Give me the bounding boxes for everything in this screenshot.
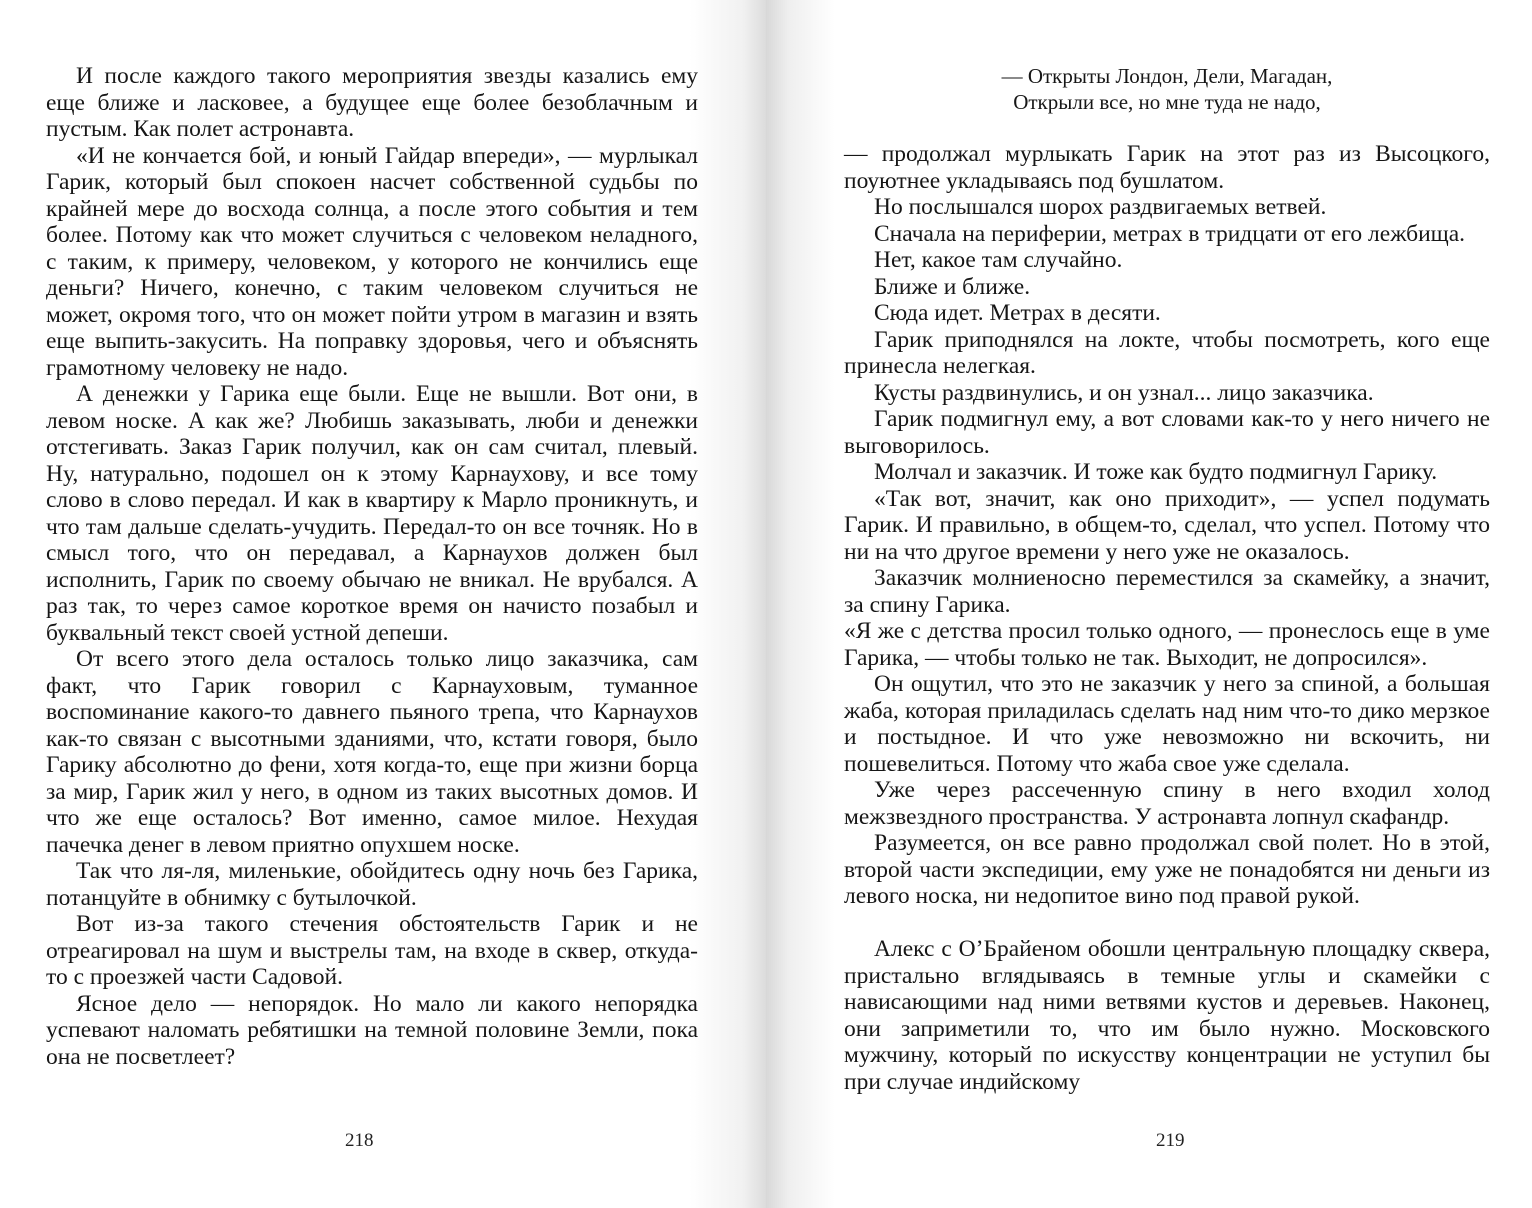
page-number-right: 219 [1156, 1130, 1185, 1151]
left-paragraph-3: А денежки у Гарика еще были. Еще не вышли. Вот они, в левом носке. А как же? Любишь заказывать, люби и денежки отстегивать. Заказ Гарик получил, как он сам считал, плевый. Ну, натурально, подошел он к этому Карнаухову, и все тому слово в слово передал. И как в квартиру к Марло проникнуть, и что там дальше сделать-учудить. Передал-то он все точняк. Но в смысл того, что он передавал, а Карнаухов должен был исполнить, Гарик по своему обычаю не вникал. Не врубался. А раз так, то через самое короткое время он начисто позабыл и буквальный текст своей устной депеши. [46, 381, 698, 646]
right-paragraph-9: Гарик подмигнул ему, а вот словами как-то у него ничего не выговорилось. [844, 406, 1490, 459]
right-paragraph-1: — продолжал мурлыкать Гарик на этот раз из Высоцкого, поуютнее укладываясь под бушлатом. [844, 141, 1490, 194]
right-paragraph-12: Заказчик молниеносно переместился за скамейку, а значит, за спину Гарика. [844, 565, 1490, 618]
right-paragraph-16: Разумеется, он все равно продолжал свой полет. Но в этой, второй части экспедиции, ему уже не понадобятся ни деньги из левого носка, ни недопитое вино под правой рукой. [844, 830, 1490, 909]
left-paragraph-5: Так что ля-ля, миленькие, обойдитесь одну ночь без Гарика, потанцуйте в обнимку с бутылочкой. [46, 858, 698, 911]
right-paragraph-4: Нет, какое там случайно. [874, 247, 1123, 273]
right-paragraph-5: Ближе и ближе. [874, 273, 1031, 300]
page-number-left: 218 [345, 1130, 374, 1151]
right-paragraph-15: Уже через рассеченную спину в него входил холод межзвездного пространства. У астронавта лопнул скафандр. [844, 777, 1490, 830]
left-paragraph-6: Вот из-за такого стечения обстоятельств Гарик и не отреагировал на шум и выстрелы там, на входе в сквер, откуда-то с проезжей части Садовой. [46, 911, 698, 990]
verse-line-2: Открыли все, но мне туда не надо, [1013, 90, 1321, 114]
right-paragraph-10: Молчал и заказчик. И тоже как будто подмигнул Гарику. [874, 459, 1438, 485]
left-paragraph-2: «И не кончается бой, и юный Гайдар впереди», — мурлыкал Гарик, который был спокоен насчет собственной судьбы по крайней мере до восхода солнца, а после этого события и тем более. Потому как что может случиться с человеком неладного, с таким, к примеру, человеком, у которого не кончились еще деньги? Ничего, конечно, с таким человеком случиться не может, окромя того, что он может пойти утром в магазин и взять еще выпить-закусить. На поправку здоровья, чего и объяснять грамотному человеку не надо. [46, 142, 698, 381]
right-page [766, 0, 1532, 1208]
right-paragraph-2: Но послышался шорох раздвигаемых ветвей. [874, 194, 1327, 220]
right-paragraph-7: Гарик приподнялся на локте, чтобы посмотреть, кого еще принесла нелегкая. [844, 326, 1490, 379]
verse-quote [844, 63, 1490, 115]
right-paragraph-6: Сюда идет. Метрах в десяти. [874, 300, 1161, 326]
right-paragraph-11: «Так вот, значит, как оно приходит», — успел подумать Гарик. И правильно, в общем-то, сделал, что успел. Потому что ни на что другое времени у него уже не оказалось. [844, 485, 1490, 565]
right-paragraph-13: «Я же с детства просил только одного, — пронеслось еще в уме Гарика, — чтобы только не так. Выходит, не допросился». [844, 618, 1490, 671]
right-paragraph-8: Кусты раздвинулись, и он узнал... лицо заказчика. [874, 379, 1374, 406]
right-paragraph-3: Сначала на периферии, метрах в тридцати от его лежбища. [874, 220, 1466, 247]
left-paragraph-4: От всего этого дела осталось только лицо заказчика, сам факт, что Гарик говорил с Карнауховым, туманное воспоминание какого-то давнего пьяного трепа, что Карнаухов как-то связан с высотными зданиями, что, кстати говоря, было Гарику абсолютно до фени, хотя когда-то, еще при жизни борца за мир, Гарик жил у него, в одном из таких высотных домов. И что же еще осталось? Вот именно, самое милое. Нехудая пачечка денег в левом приятно опухшем носке. [46, 646, 698, 858]
left-paragraph-7: Ясное дело — непорядок. Но мало ли какого непорядка успевают наломать ребятишки на темной половине Земли, пока она не посветлеет? [46, 990, 698, 1070]
left-paragraph-1: И после каждого такого мероприятия звезды казались ему еще ближе и ласковее, а будущее еще более безоблачным и пустым. Как полет астронавта. [46, 63, 698, 142]
left-page-text [46, 63, 698, 1070]
verse-line-1: — Открыты Лондон, Дели, Магадан, [1001, 64, 1333, 88]
right-paragraph-17: Алекс с О’Брайеном обошли центральную площадку сквера, пристально вглядываясь в темные углы и скамейки с нависающими над ними ветвями кустов и деревьев. Наконец, они заприметили то, что им было нужно. Московского мужчину, который по искусству концентрации не уступил бы при случае индийскому [844, 936, 1490, 1095]
right-page-text [844, 141, 1490, 1095]
right-paragraph-14: Он ощутил, что это не заказчик у него за спиной, а большая жаба, которая приладилась сделать над ним что-то дико мерзкое и постыдное. И что уже невозможно ни вскочить, ни пошевелиться. Потому что жаба свое уже сделала. [844, 671, 1490, 777]
